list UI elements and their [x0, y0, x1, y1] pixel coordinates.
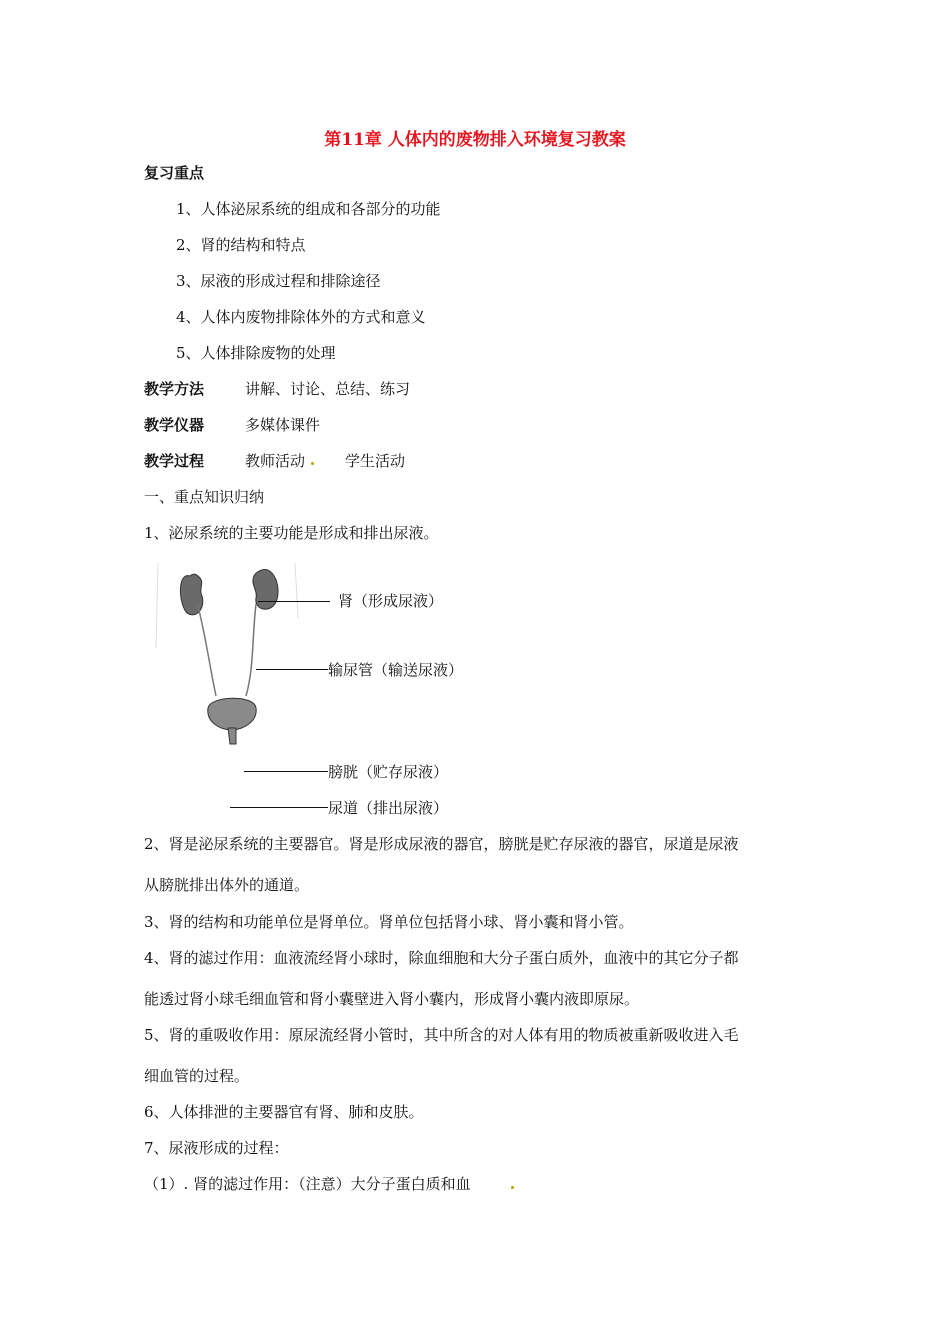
review-item-2: 2、肾的结构和特点 [176, 236, 306, 254]
sketch-line [156, 563, 158, 648]
point-1: 1、泌尿系统的主要功能是形成和排出尿液。 [144, 524, 439, 542]
point-7: 7、尿液形成的过程： [144, 1139, 289, 1157]
review-heading: 复习重点 [144, 164, 205, 182]
bladder [208, 698, 256, 730]
point-5-line-2: 细血管的过程。 [144, 1067, 250, 1085]
point-7-sub-1: （1）. 肾的滤过作用：（注意）大分子蛋白质和血 [144, 1175, 471, 1193]
point-2-line-1: 2、肾是泌尿系统的主要器官。肾是形成尿液的器官，膀胱是贮存尿液的器官，尿道是尿液 [144, 835, 739, 853]
urethra [228, 728, 236, 744]
process-label: 教学过程 [144, 452, 205, 470]
point-4-line-2: 能透过肾小球毛细血管和肾小囊壁进入肾小囊内，形成肾小囊内液即原尿。 [144, 990, 640, 1008]
ureter-leader-line [256, 669, 328, 670]
right-kidney [253, 570, 278, 610]
page-title: 第11章 人体内的废物排入环境复习教案 [324, 130, 626, 150]
mark-dot [311, 462, 314, 465]
process-student: 学生活动 [345, 452, 406, 470]
left-ureter [198, 606, 216, 696]
instrument-label: 教学仪器 [144, 416, 205, 434]
method-label: 教学方法 [144, 380, 205, 398]
review-item-5: 5、人体排除废物的处理 [176, 344, 336, 362]
label-kidney: 肾（形成尿液） [338, 592, 444, 610]
section-one-heading: 一、重点知识归纳 [144, 488, 265, 506]
sketch-line [295, 563, 298, 618]
urinary-system-figure [150, 558, 330, 753]
urethra-leader-line [230, 807, 328, 808]
label-urethra: 尿道（排出尿液） [328, 799, 449, 817]
right-ureter [246, 604, 256, 696]
label-bladder: 膀胱（贮存尿液） [328, 763, 449, 781]
point-2-line-2: 从膀胱排出体外的通道。 [144, 876, 310, 894]
mark-dot [511, 1186, 514, 1189]
method-value: 讲解、讨论、总结、练习 [245, 380, 411, 398]
review-item-4: 4、人体内废物排除体外的方式和意义 [176, 308, 426, 326]
kidney-leader-line [258, 601, 330, 602]
process-teacher: 教师活动 [245, 452, 306, 470]
point-4-line-1: 4、肾的滤过作用：血液流经肾小球时，除血细胞和大分子蛋白质外，血液中的其它分子都 [144, 949, 739, 967]
label-ureter: 输尿管（输送尿液） [328, 661, 464, 679]
point-6: 6、人体排泄的主要器官有肾、肺和皮肤。 [144, 1103, 424, 1121]
bladder-leader-line [244, 771, 328, 772]
instrument-value: 多媒体课件 [245, 416, 321, 434]
review-item-1: 1、人体泌尿系统的组成和各部分的功能 [176, 200, 441, 218]
point-5-line-1: 5、肾的重吸收作用：原尿流经肾小管时，其中所含的对人体有用的物质被重新吸收进入毛 [144, 1026, 739, 1044]
review-item-3: 3、尿液的形成过程和排除途径 [176, 272, 381, 290]
point-3: 3、肾的结构和功能单位是肾单位。肾单位包括肾小球、肾小囊和肾小管。 [144, 913, 634, 931]
